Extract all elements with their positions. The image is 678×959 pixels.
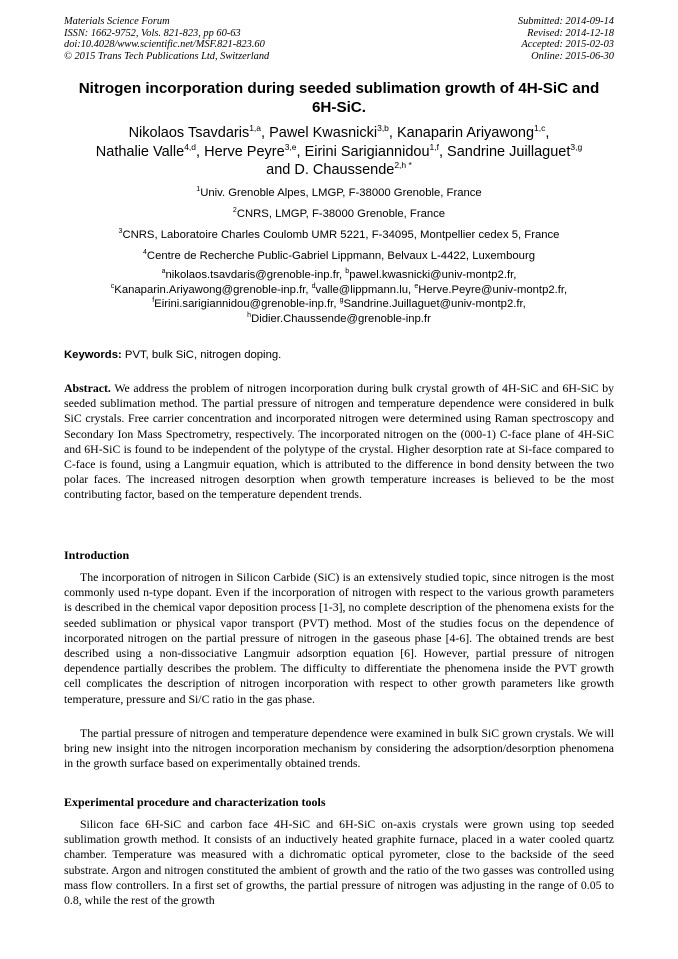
email-sup: d xyxy=(311,282,316,290)
email-sup: h xyxy=(247,311,252,319)
introduction-paragraph-1: The incorporation of nitrogen in Silicon Carbide (SiC) is an extensively studied topic, since nitrogen is the most commonly used n-type dopant. Even if the incorporation of nitrogen with respect to the various growth parameters is described in the chemical vapor deposition process [1-3], no complete description of the phenomena exists for the seeded sublimation or physical vapor transport (PVT) method. Most of the studies focus on the dependence of incorporated nitrogen on the partial pressure of nitrogen in the gaseous phase [4-6]. The obtained trends are best described using a non-dissociative Langmuir adsorption equation [6]. However, partial pressure of nitrogen dependence partially describes the problem. The difficulty to differentiate the phenomena inside the PVT growth cell complicates the description of nitrogen incorporation with respect to other growth parameters like growth temperature, pressure and Si/C ratio in the gas phase. xyxy=(64,570,614,706)
affiliation-num: 4 xyxy=(143,249,147,256)
date-online: Online: 2015-06-30 xyxy=(531,50,614,62)
keywords-label: Keywords: xyxy=(64,349,122,361)
email-sup: a xyxy=(161,268,166,275)
author-name: Nathalie Valle xyxy=(95,143,185,160)
affiliation-text: CNRS, Laboratoire Charles Coulomb UMR 5221, F-34095, Montpellier cedex 5, France xyxy=(122,229,560,241)
journal-doi: doi:10.4028/www.scientific.net/MSF.821-823.60 xyxy=(64,39,265,51)
email-address[interactable]: Didier.Chaussende@grenoble-inp.fr xyxy=(251,312,431,325)
email-sep: , xyxy=(333,298,340,311)
affiliation-text: CNRS, LMGP, F-38000 Grenoble, France xyxy=(236,208,446,220)
author-name: and D. Chaussende xyxy=(266,162,395,179)
title-line-1: Nitrogen incorporation during seeded sublimation growth of 4H-SiC and xyxy=(78,80,600,97)
author-sep: , xyxy=(261,125,270,141)
author-name: Kanaparin Ariyawong xyxy=(396,125,535,141)
email-address[interactable]: valle@lippmann.lu xyxy=(315,283,409,296)
author-name: Sandrine Juillaguet xyxy=(447,143,571,160)
journal-name: Materials Science Forum xyxy=(64,16,170,27)
affiliation-num: 1 xyxy=(196,186,201,193)
email-sup: g xyxy=(339,297,344,305)
author-sep: , xyxy=(388,125,397,141)
email-line xyxy=(64,283,614,298)
affiliation xyxy=(64,249,614,263)
email-address[interactable]: nikolaos.tsavdaris@grenoble-inp.fr xyxy=(165,269,339,281)
email-line xyxy=(64,268,614,283)
author-list xyxy=(64,124,614,180)
email-line xyxy=(64,297,614,312)
affiliation-num: 2 xyxy=(232,207,237,214)
email-sep: , xyxy=(305,283,312,296)
date-accepted: Accepted: 2015-02-03 xyxy=(521,39,614,51)
email-line xyxy=(64,312,614,327)
author-sup: 1,c xyxy=(534,123,546,133)
header-left xyxy=(64,16,269,62)
introduction-heading: Introduction xyxy=(64,548,130,562)
email-sep: , xyxy=(408,283,415,296)
affiliation-text: Univ. Grenoble Alpes, LMGP, F-38000 Grenoble, France xyxy=(200,187,482,199)
email-address[interactable]: Eirini.sarigiannidou@grenoble-inp.fr xyxy=(154,298,334,311)
email-sep: , xyxy=(339,269,346,281)
email-address[interactable]: pawel.kwasnicki@univ-montp2.fr, xyxy=(349,269,517,281)
keywords-text: PVT, bulk SiC, nitrogen doping. xyxy=(121,349,282,361)
abstract-text: We address the problem of nitrogen incorporation during bulk crystal growth of 4H-SiC and 6H-SiC by seeded sublimation method. The partial pressure of nitrogen and temperature dependence were considered in bulk SiC crystals. Free carrier concentration and incorporated nitrogen were determined using Raman spectroscopy and Secondary Ion Mass Spectrometry, respectively. The incorporated nitrogen on the (000-1) C-face plane of 4H-SiC and 6H-SiC is found to be independent of the polytype of the crystal. Higher desorption rate at Si-face compared to C-face is found, using a Langmuir equation, which is attributed to the difference in bond density between the two polar faces. The increased nitrogen desorption when growth temperature increases is believed to be the most contributing factor, based on the temperature dependent trends. xyxy=(64,381,614,502)
author-name: Pawel Kwasnicki xyxy=(269,125,378,141)
author-sep: , xyxy=(196,143,205,160)
email-address[interactable]: Sandrine.Juillaguet@univ-montp2.fr, xyxy=(343,298,526,311)
author-sup: 1,a xyxy=(249,123,262,133)
affiliation-list xyxy=(64,186,614,270)
date-revised: Revised: 2014-12-18 xyxy=(527,27,614,39)
affiliation-text: Centre de Recherche Public-Gabriel Lippmann, Belvaux L-4422, Luxembourg xyxy=(146,250,535,262)
author-sup: 4,d xyxy=(184,141,197,152)
journal-header xyxy=(64,16,614,64)
header-right xyxy=(518,16,614,62)
abstract-label: Abstract. xyxy=(64,381,111,395)
keywords xyxy=(64,348,614,362)
affiliation xyxy=(64,186,614,200)
author-sup: 1,f xyxy=(429,141,439,152)
affiliation xyxy=(64,228,614,242)
author-sup: 3,g xyxy=(570,141,583,152)
author-name: Nikolaos Tsavdaris xyxy=(128,125,250,141)
author-sup: 2,h * xyxy=(394,160,412,171)
abstract xyxy=(64,381,614,503)
email-address[interactable]: Kanaparin.Ariyawong@grenoble-inp.fr xyxy=(114,283,306,296)
title-line-2: 6H-SiC. xyxy=(311,98,366,116)
introduction-paragraph-2: The partial pressure of nitrogen and temperature dependence were examined in bulk SiC grown crystals. We will bring new insight into the nitrogen incorporation mechanism by considering the adsorption/desorption phenomena in the growth surface based on experimentally obtained trends. xyxy=(64,726,614,771)
email-sup: e xyxy=(414,282,419,290)
affiliation xyxy=(64,207,614,221)
journal-copyright: © 2015 Trans Tech Publications Ltd, Switzerland xyxy=(64,50,270,62)
author-sep: , xyxy=(296,143,305,160)
email-list xyxy=(64,268,614,326)
email-sup: f xyxy=(152,297,155,305)
email-sup: b xyxy=(345,268,350,275)
author-name: Eirini Sarigiannidou xyxy=(304,143,430,160)
date-submitted: Submitted: 2014-09-14 xyxy=(517,16,614,27)
author-sup: 3,e xyxy=(284,141,297,152)
author-sep: , xyxy=(545,125,550,141)
paper-title xyxy=(64,80,614,117)
experimental-heading: Experimental procedure and characterization tools xyxy=(64,795,326,809)
email-sup: c xyxy=(110,282,115,290)
affiliation-num: 3 xyxy=(118,228,123,235)
author-sup: 3,b xyxy=(377,123,389,133)
author-sep: , xyxy=(438,143,448,160)
journal-issn: ISSN: 1662-9752, Vols. 821-823, pp 60-63 xyxy=(64,27,241,39)
email-address[interactable]: Herve.Peyre@univ-montp2.fr, xyxy=(418,283,568,296)
experimental-paragraph-1: Silicon face 6H-SiC and carbon face 4H-SiC and 6H-SiC on-axis crystals were grown using top seeded sublimation growth method. It consists of an inductively heated graphite furnace, placed in a water cooled quartz chamber. Temperature was measured with a dichromatic optical pyrometer, close to the backside of the seed substrate. Argon and nitrogen constituted the ambient of growth and the ratio of the two gasses was controlled using mass flow controllers. In a first set of growths, the partial pressure of nitrogen was adjusting in the range of 0.05 to 0.8, while the rest of the growth xyxy=(64,817,614,908)
author-name: Herve Peyre xyxy=(204,143,285,160)
